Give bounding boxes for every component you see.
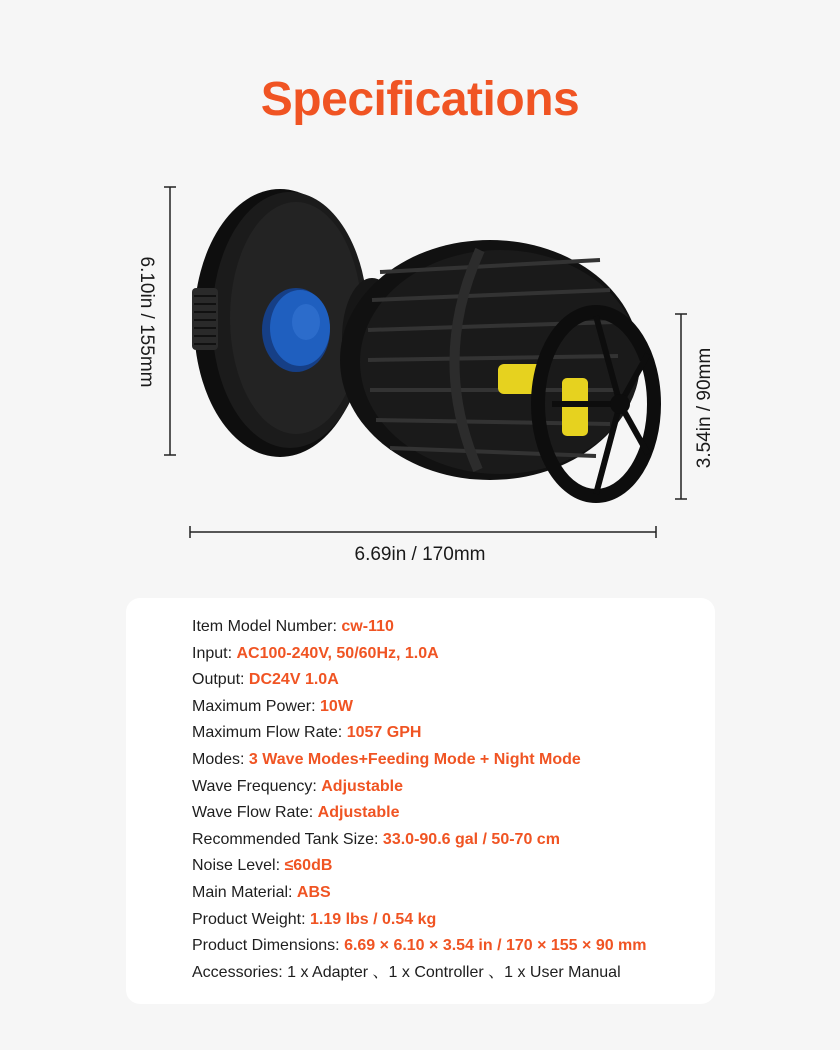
spec-row-output xyxy=(192,667,647,694)
spec-value: 3 Wave Modes+Feeding Mode + Night Mode xyxy=(248,750,581,768)
spec-label: Wave Flow Rate: xyxy=(192,804,318,822)
height-dimension-label: 6.10in / 155mm xyxy=(136,256,157,388)
pump-body xyxy=(340,240,640,480)
spec-value: Adjustable xyxy=(321,777,404,795)
spec-row-accessories xyxy=(192,960,647,987)
adjust-knob xyxy=(262,288,330,372)
spec-value: ABS xyxy=(296,883,331,901)
spec-label: Item Model Number: xyxy=(192,618,342,635)
spec-row-weight xyxy=(192,907,647,934)
spec-label: Noise Level: xyxy=(192,857,285,875)
spec-row-noise xyxy=(192,853,647,880)
spec-label: Wave Frequency: xyxy=(192,777,322,795)
length-dimension-label: 6.69in / 170mm xyxy=(354,544,486,565)
spec-value: 1.19 lbs / 0.54 kg xyxy=(309,910,437,928)
page-title: Specifications xyxy=(260,73,580,126)
spec-label: Input: xyxy=(192,644,237,662)
spec-row-material xyxy=(192,880,647,907)
spec-row-flow-rate xyxy=(192,720,647,747)
spec-row-dimensions xyxy=(192,933,647,960)
spec-row-tank-size xyxy=(192,827,647,854)
spec-label: Product Dimensions: xyxy=(192,937,345,955)
spec-value: 1 x Adapter 、1 x Controller 、1 x User Manual xyxy=(287,963,621,981)
spec-label: Main Material: xyxy=(192,883,297,901)
spec-label: Maximum Power: xyxy=(192,697,321,715)
spec-value: Adjustable xyxy=(317,804,400,822)
spec-label: Product Weight: xyxy=(192,910,310,928)
spec-value: DC24V 1.0A xyxy=(248,671,339,689)
spec-row-model xyxy=(192,614,647,641)
spec-row-modes xyxy=(192,747,647,774)
spec-value: 6.69 × 6.10 × 3.54 in / 170 × 155 × 90 mm xyxy=(344,937,647,955)
spec-label: Maximum Flow Rate: xyxy=(192,724,347,742)
spec-row-power xyxy=(192,694,647,721)
spec-value: ≤60dB xyxy=(284,857,333,875)
spec-row-input xyxy=(192,641,647,668)
diameter-dimension-label: 3.54in / 90mm xyxy=(694,347,715,469)
spec-value: 1057 GPH xyxy=(346,724,422,742)
spec-value: 10W xyxy=(320,697,353,715)
spec-label: Output: xyxy=(192,671,249,689)
spec-row-wave-flow-rate xyxy=(192,800,647,827)
spec-label: Accessories: xyxy=(192,963,288,981)
spec-row-wave-frequency xyxy=(192,774,647,801)
spec-label: Recommended Tank Size: xyxy=(192,830,383,848)
spec-value: AC100-240V, 50/60Hz, 1.0A xyxy=(236,644,439,662)
spec-list xyxy=(192,614,647,986)
spec-value: cw-110 xyxy=(341,618,394,635)
spec-value: 33.0-90.6 gal / 50-70 cm xyxy=(382,830,560,848)
spec-label: Modes: xyxy=(192,750,249,768)
